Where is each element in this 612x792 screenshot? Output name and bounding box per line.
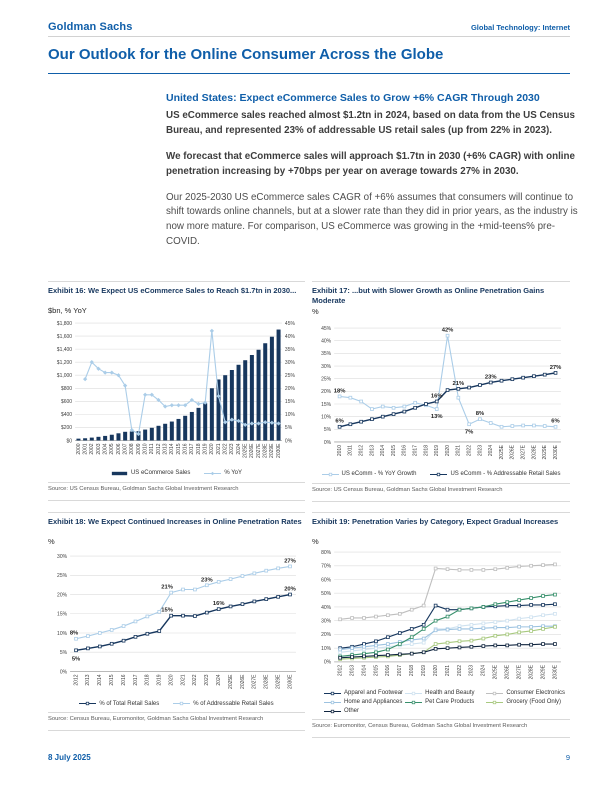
svg-text:2007: 2007 [122, 443, 129, 455]
svg-text:2019: 2019 [421, 664, 428, 676]
exhibit-17-subtitle: % [312, 306, 319, 316]
svg-text:2026E: 2026E [249, 443, 256, 458]
svg-text:2015: 2015 [175, 443, 182, 455]
divider [312, 501, 570, 502]
svg-text:30%: 30% [321, 363, 332, 370]
svg-text:2023: 2023 [468, 664, 475, 676]
svg-text:2014: 2014 [97, 674, 104, 686]
svg-text:35%: 35% [284, 346, 295, 353]
report-category: Global Technology: Internet [470, 23, 570, 32]
exhibit-16-chart [48, 317, 305, 468]
svg-text:15%: 15% [57, 611, 68, 618]
exhibit-17-chart [312, 318, 570, 469]
svg-text:20%: 20% [57, 591, 68, 598]
svg-text:$0: $0 [66, 438, 73, 445]
legend-label: Home and Appliances [344, 699, 403, 706]
svg-text:15%: 15% [321, 401, 332, 408]
svg-text:35%: 35% [321, 350, 332, 357]
svg-text:8%: 8% [475, 410, 485, 417]
svg-text:25%: 25% [57, 572, 68, 579]
svg-text:2025E: 2025E [498, 444, 505, 459]
svg-text:2028E: 2028E [528, 664, 535, 680]
svg-text:27%: 27% [284, 558, 296, 565]
exhibit-17-legend [312, 470, 570, 479]
svg-text:$1,800: $1,800 [56, 320, 73, 327]
svg-text:2021: 2021 [215, 443, 222, 455]
svg-text:2023: 2023 [477, 444, 484, 456]
exhibits-grid [48, 281, 570, 738]
exhibit-16-title: Exhibit 16: We Expect US eCommerce Sales to Reach $1.7tn in 2030... [48, 286, 297, 295]
svg-text:2019: 2019 [202, 443, 209, 455]
svg-text:7%: 7% [464, 428, 474, 435]
legend-item [324, 699, 405, 706]
page-header [48, 21, 570, 33]
svg-text:2024: 2024 [488, 444, 495, 456]
svg-text:2013: 2013 [85, 674, 92, 686]
exhibit-18-legend [48, 699, 305, 708]
exhibit-19-title: Exhibit 19: Penetration Varies by Category, Expect Gradual Increases [312, 516, 559, 526]
svg-text:2008: 2008 [129, 443, 136, 455]
svg-text:2016: 2016 [385, 664, 392, 676]
legend-label: Other [344, 708, 360, 715]
svg-text:2016: 2016 [182, 443, 189, 455]
legend-label: US eComm - % YoY Growth [341, 471, 417, 478]
svg-text:2006: 2006 [115, 443, 122, 455]
legend-item [204, 470, 242, 477]
line-swatch-icon [486, 699, 503, 706]
svg-text:20%: 20% [321, 631, 332, 638]
legend-item [405, 690, 486, 697]
svg-text:2010: 2010 [336, 444, 343, 456]
svg-text:2017: 2017 [189, 443, 196, 455]
svg-text:18%: 18% [333, 387, 346, 394]
svg-text:2020: 2020 [209, 443, 216, 455]
legend-item [405, 699, 486, 706]
svg-text:2011: 2011 [149, 443, 156, 455]
svg-text:10%: 10% [284, 412, 295, 419]
svg-text:2014: 2014 [361, 664, 368, 676]
svg-text:40%: 40% [321, 338, 332, 345]
legend-item [322, 471, 417, 478]
svg-text:2027E: 2027E [255, 443, 262, 458]
svg-text:2028E: 2028E [263, 674, 270, 689]
svg-text:5%: 5% [323, 426, 332, 433]
paragraph-1: US eCommerce sales reached almost $1.2tn in 2024, based on data from the US Census Bureau, and represented 23% of addressable US retail sales (up from 22% in 2023). [166, 110, 575, 136]
svg-text:2026E: 2026E [509, 444, 516, 459]
line-swatch-icon [405, 690, 422, 697]
line-swatch-icon [173, 700, 190, 707]
svg-text:5%: 5% [71, 656, 81, 663]
svg-text:2022: 2022 [456, 664, 463, 676]
svg-text:2015: 2015 [390, 444, 397, 456]
legend-label: Pet Care Products [425, 699, 475, 706]
svg-text:2027E: 2027E [520, 444, 527, 459]
svg-text:2021: 2021 [180, 674, 187, 686]
svg-text:20%: 20% [321, 388, 332, 395]
exhibit-18-chart [48, 548, 305, 699]
exhibit-18-source: Source: Census Bureau, Euromonitor, Goldman Sachs Global Investment Research [48, 716, 264, 723]
line-swatch-icon [430, 471, 447, 478]
line-swatch-icon [405, 699, 422, 706]
report-date: 8 July 2025 [48, 753, 91, 762]
svg-text:0%: 0% [323, 439, 332, 446]
svg-text:2025E: 2025E [492, 664, 499, 680]
svg-text:2013: 2013 [162, 443, 169, 455]
legend-item [79, 700, 159, 707]
svg-text:2030E: 2030E [552, 664, 559, 680]
svg-text:0%: 0% [59, 668, 68, 675]
svg-text:2030E: 2030E [552, 444, 559, 459]
svg-text:0%: 0% [323, 659, 332, 666]
exhibit-19-subtitle: % [312, 536, 319, 546]
exhibit-18 [48, 512, 305, 738]
line-swatch-icon [324, 708, 341, 715]
divider [48, 730, 305, 731]
legend-item [486, 690, 567, 697]
svg-text:45%: 45% [284, 320, 295, 327]
svg-text:2001: 2001 [82, 443, 89, 455]
svg-text:2003: 2003 [95, 443, 102, 455]
svg-text:2011: 2011 [347, 444, 354, 456]
legend-label: Health and Beauty [425, 690, 475, 697]
exhibit-16-legend [48, 469, 305, 478]
exhibit-17 [312, 281, 570, 502]
svg-text:2022: 2022 [222, 443, 229, 455]
svg-text:$800: $800 [60, 386, 73, 393]
svg-text:2020: 2020 [168, 674, 175, 686]
svg-text:2018: 2018 [409, 664, 416, 676]
svg-text:27%: 27% [549, 364, 562, 371]
svg-text:2017: 2017 [412, 444, 419, 456]
legend-label: % of Total Retail Sales [99, 700, 160, 707]
svg-text:2005: 2005 [109, 443, 116, 455]
svg-text:2029E: 2029E [275, 674, 282, 689]
legend-item [173, 700, 273, 707]
svg-text:2020: 2020 [432, 664, 439, 676]
svg-text:15%: 15% [284, 399, 295, 406]
legend-label: US eCommerce Sales [130, 470, 191, 477]
svg-text:$1,000: $1,000 [56, 373, 73, 380]
svg-text:2012: 2012 [155, 443, 162, 455]
svg-text:2018: 2018 [423, 444, 430, 456]
legend-item [324, 690, 405, 697]
line-swatch-icon [324, 690, 341, 697]
line-swatch-icon [204, 470, 221, 477]
svg-text:2019: 2019 [156, 674, 163, 686]
svg-text:2023: 2023 [229, 443, 236, 455]
svg-text:15%: 15% [161, 607, 173, 614]
svg-text:45%: 45% [321, 325, 332, 332]
svg-text:40%: 40% [321, 604, 332, 611]
exhibit-19-source: Source: Euromonitor, Census Bureau, Goldman Sachs Global Investment Research [312, 722, 528, 729]
svg-text:2013: 2013 [369, 444, 376, 456]
legend-item [486, 699, 567, 706]
page-title: Our Outlook for the Online Consumer Across the Globe [48, 46, 444, 63]
line-swatch-icon [486, 690, 503, 697]
exhibit-16-source: Source: US Census Bureau, Goldman Sachs Global Investment Research [48, 485, 239, 492]
svg-text:2022: 2022 [466, 444, 473, 456]
svg-text:2015: 2015 [109, 674, 116, 686]
svg-text:2014: 2014 [380, 444, 387, 456]
svg-text:2016: 2016 [120, 674, 127, 686]
svg-text:60%: 60% [321, 576, 332, 583]
paragraph-2: We forecast that eCommerce sales will approach $1.7tn in 2030 (+6% CAGR) with online penetration increasing by +70bps per year on average towards 27% in 2030. [166, 150, 575, 177]
svg-text:2009: 2009 [135, 443, 142, 455]
svg-text:23%: 23% [484, 373, 497, 380]
svg-text:$1,200: $1,200 [56, 359, 73, 366]
svg-text:2029E: 2029E [540, 664, 547, 680]
legend-item [324, 708, 405, 715]
svg-text:$1,600: $1,600 [56, 333, 73, 340]
svg-text:2030E: 2030E [275, 443, 282, 458]
svg-text:2025E: 2025E [227, 674, 234, 689]
svg-text:2019: 2019 [434, 444, 441, 456]
svg-text:2030E: 2030E [287, 674, 294, 689]
svg-text:2023: 2023 [204, 674, 211, 686]
svg-text:42%: 42% [441, 327, 454, 334]
svg-text:2012: 2012 [73, 674, 80, 686]
svg-text:5%: 5% [284, 425, 293, 432]
svg-text:2002: 2002 [89, 443, 96, 455]
svg-text:10%: 10% [321, 645, 332, 652]
title-divider [48, 73, 570, 74]
legend-item [430, 471, 560, 478]
intro-section [166, 92, 578, 261]
svg-text:13%: 13% [430, 413, 443, 420]
svg-text:2028E: 2028E [531, 444, 538, 459]
svg-text:25%: 25% [321, 376, 332, 383]
svg-text:2004: 2004 [102, 443, 109, 455]
svg-text:2027E: 2027E [516, 664, 523, 680]
svg-text:2012: 2012 [358, 444, 365, 456]
svg-text:16%: 16% [212, 600, 225, 607]
legend-label: US eComm - % Addressable Retail Sales [450, 471, 561, 478]
svg-text:2026E: 2026E [504, 664, 511, 680]
svg-text:70%: 70% [321, 563, 332, 570]
svg-text:2024: 2024 [216, 674, 223, 686]
svg-text:2010: 2010 [142, 443, 149, 455]
svg-text:21%: 21% [452, 380, 465, 387]
svg-text:2016: 2016 [401, 444, 408, 456]
svg-text:2029E: 2029E [269, 443, 276, 458]
svg-text:5%: 5% [59, 649, 68, 656]
svg-text:20%: 20% [284, 586, 296, 593]
svg-text:2018: 2018 [144, 674, 151, 686]
svg-text:2018: 2018 [195, 443, 202, 455]
svg-text:2017: 2017 [132, 674, 139, 686]
svg-text:21%: 21% [161, 584, 173, 591]
svg-text:2026E: 2026E [239, 674, 246, 689]
svg-text:2027E: 2027E [251, 674, 258, 689]
legend-label: Grocery (Food Only) [506, 699, 562, 706]
svg-text:2014: 2014 [169, 443, 176, 455]
section-heading: United States: Expect eCommerce Sales to Grow +6% CAGR Through 2030 [166, 92, 540, 104]
svg-text:2012: 2012 [337, 664, 344, 676]
svg-text:2020: 2020 [444, 444, 451, 456]
svg-text:30%: 30% [284, 359, 295, 366]
exhibit-19-chart [312, 548, 570, 689]
svg-text:2022: 2022 [192, 674, 199, 686]
svg-text:23%: 23% [200, 576, 213, 583]
svg-text:30%: 30% [321, 618, 332, 625]
svg-text:40%: 40% [284, 333, 295, 340]
svg-text:20%: 20% [284, 386, 295, 393]
legend-label: % of Addressable Retail Sales [193, 700, 274, 707]
svg-text:25%: 25% [284, 373, 295, 380]
exhibit-17-title: Exhibit 17: ...but with Slower Growth as Online Penetration Gains Moderate [312, 286, 545, 305]
divider [312, 737, 570, 738]
svg-text:6%: 6% [335, 418, 344, 425]
svg-text:16%: 16% [430, 392, 443, 399]
svg-text:2013: 2013 [349, 664, 356, 676]
svg-text:2029E: 2029E [542, 444, 549, 459]
line-swatch-icon [79, 700, 96, 707]
svg-text:2024: 2024 [480, 664, 487, 676]
svg-text:0%: 0% [284, 438, 293, 445]
exhibit-16 [48, 281, 305, 502]
svg-text:2000: 2000 [75, 443, 82, 455]
svg-text:10%: 10% [321, 413, 332, 420]
svg-text:$200: $200 [60, 425, 73, 432]
divider [48, 500, 305, 501]
svg-text:2015: 2015 [373, 664, 380, 676]
svg-text:6%: 6% [551, 418, 560, 425]
svg-text:$1,400: $1,400 [56, 346, 73, 353]
svg-text:80%: 80% [321, 549, 332, 556]
paragraph-3: Our 2025-2030 US eCommerce sales CAGR of +6% assumes that consumers will continue to shift towards online channels, but at a slower rate than they did in prior years, as the industry is now more mature. For comparison, US eCommerce was growing in the +mid-teens% pre-COVID. [166, 191, 578, 248]
svg-text:2021: 2021 [444, 664, 451, 676]
exhibit-16-subtitle: $bn, % YoY [48, 306, 87, 315]
page-footer [48, 753, 570, 762]
svg-text:8%: 8% [69, 630, 79, 637]
divider [48, 36, 570, 37]
svg-text:10%: 10% [57, 630, 68, 637]
svg-text:2024: 2024 [235, 443, 242, 455]
exhibit-19 [312, 512, 570, 738]
svg-text:50%: 50% [321, 590, 332, 597]
brand-logo-text: Goldman Sachs [48, 21, 133, 33]
svg-text:2021: 2021 [455, 444, 462, 456]
exhibit-17-source: Source: US Census Bureau, Goldman Sachs Global Investment Research [312, 486, 503, 493]
legend-label: Consumer Electronics [506, 690, 566, 697]
svg-text:$600: $600 [60, 399, 73, 406]
svg-text:$400: $400 [60, 412, 73, 419]
exhibit-18-title: Exhibit 18: We Expect Continued Increases in Online Penetration Rates [48, 516, 302, 526]
page-number: 9 [565, 753, 570, 762]
legend-label: Apparel and Footwear [344, 690, 404, 697]
svg-text:30%: 30% [57, 553, 68, 560]
line-swatch-icon [324, 699, 341, 706]
exhibit-18-subtitle: % [48, 536, 55, 546]
svg-text:2028E: 2028E [262, 443, 269, 458]
svg-text:2025E: 2025E [242, 443, 249, 458]
legend-item [111, 470, 190, 477]
legend-label: % YoY [224, 470, 243, 477]
exhibit-19-legend [312, 690, 570, 715]
line-swatch-icon [322, 471, 339, 478]
bar-swatch-icon [111, 470, 128, 477]
svg-text:2017: 2017 [397, 664, 404, 676]
